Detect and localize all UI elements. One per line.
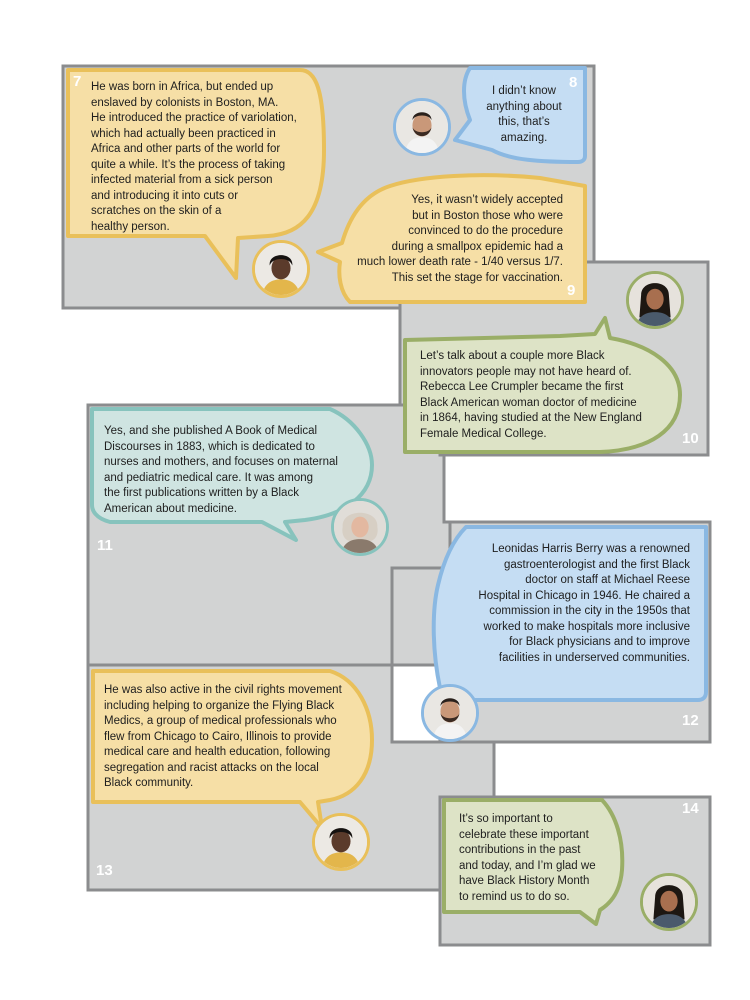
dialogue-11: Yes, and she published A Book of Medical Discourses in 1883, which is dedicated to nurses and mothers, and focuses on maternal and pediatric medical care. It was among the first publications written by a Black American about medicine.	[104, 425, 338, 515]
panel-number-7: 7	[73, 73, 82, 90]
dialogue-8: I didn’t know anything about this, that’s amazing.	[486, 85, 562, 144]
panel-number-14: 14	[682, 800, 699, 817]
panel-number-8: 8	[569, 74, 578, 91]
panel-number-9: 9	[567, 282, 576, 299]
dialogue-9: Yes, it wasn’t widely accepted but in Boston those who were convinced to do the procedure during a smallpox epidemic had a much lower death rate - 1/40 versus 1/7. This set the stage for vaccination.	[357, 194, 563, 284]
dialogue-12: Leonidas Harris Berry was a renowned gastroenterologist and the first Black doctor on staff at Michael Reese Hospital in Chicago in 1946. He chaired a commission in the city in the 1950s that worked to make hospitals more inclusive for Black physicians and to improve facilities in underserved communities.	[478, 543, 690, 664]
woman-long-hair-avatar-14	[640, 873, 698, 931]
dialogue-14: It’s so important to celebrate these important contributions in the past and today, and I’m glad we have Black History Month to remind us to do so.	[459, 813, 596, 903]
dialogue-7: He was born in Africa, but ended up enslaved by colonists in Boston, MA. He introduced the practice of variolation, which had actually been practiced in Africa and other parts of the world for quite a while. It’s the process of taking infected material from a sick person and introducing it into cuts or scratches on the skin of a healthy person.	[91, 81, 297, 233]
panel-number-13: 13	[96, 862, 113, 879]
man-beard-avatar-12	[421, 684, 479, 742]
man-beard-avatar-8	[393, 98, 451, 156]
dialogue-10: Let’s talk about a couple more Black innovators people may not have heard of. Rebecca Lee Crumpler became the first Black American woman doctor of medicine in 1864, having studied at the New England Female Medical College.	[420, 350, 642, 440]
panel-number-10: 10	[682, 430, 699, 447]
dialogue-13: He was also active in the civil rights movement including helping to organize the Flying Black Medics, a group of medical professionals who flew from Chicago to Cairo, Illinois to provide medical care and health education, following segregation and racist attacks on the local Black community.	[104, 684, 342, 789]
older-woman-avatar-11	[331, 498, 389, 556]
woman-long-hair-avatar-10	[626, 271, 684, 329]
panel-number-12: 12	[682, 712, 699, 729]
panel-number-11: 11	[97, 537, 113, 554]
woman-short-hair-avatar-9	[252, 240, 310, 298]
woman-short-hair-avatar-13	[312, 813, 370, 871]
